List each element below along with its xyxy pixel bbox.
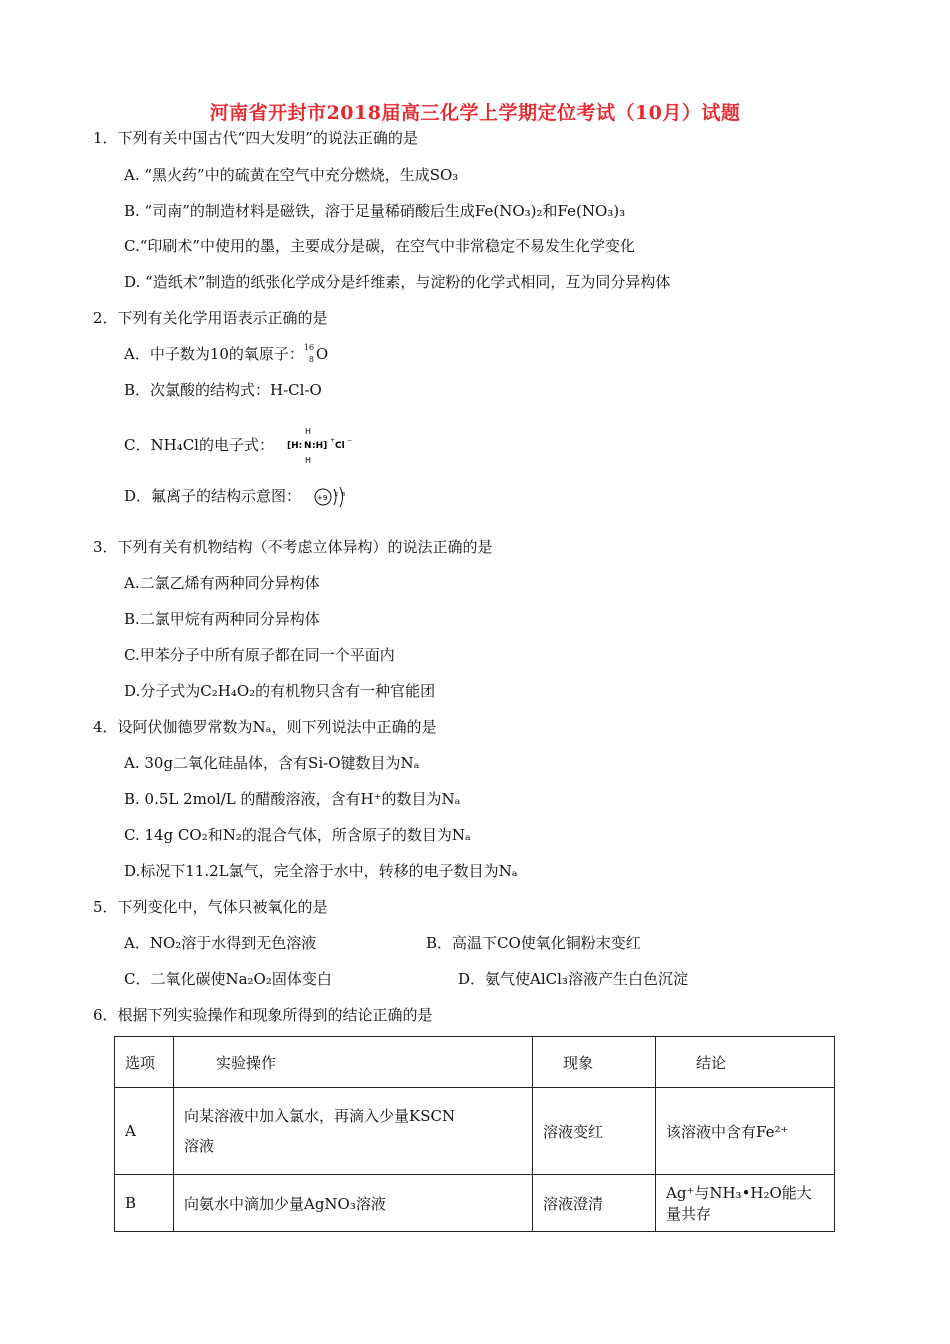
- svg-text:8: 8: [341, 492, 345, 498]
- question-4-option-a: A. 30g二氧化硅晶体，含有Si-O键数目为Nₐ: [124, 754, 420, 772]
- question-3-option-b: B.二氯甲烷有两种同分异构体: [124, 610, 320, 628]
- option-text: A．中子数为10的氧原子：: [124, 345, 304, 363]
- table-header-row: [115, 1037, 835, 1088]
- question-2-option-a: [124, 343, 328, 364]
- question-1-option-c: C.“印刷术”中使用的墨，主要成分是碳，在空气中非常稳定不易发生化学变化: [124, 237, 636, 255]
- table-header-cell: 选项: [115, 1037, 174, 1088]
- table-cell: 该溶液中含有Fe²⁺: [656, 1088, 835, 1175]
- table-cell: 向氨水中滴加少量AgNO₃溶液: [174, 1175, 533, 1232]
- option-text: C．NH₄Cl的电子式：: [124, 436, 274, 454]
- question-1-option-b: B. “司南”的制造材料是磁铁，溶于足量稀硝酸后生成Fe(NO₃)₂和Fe(NO₃)₃: [124, 202, 626, 220]
- table-cell: 溶液变红: [533, 1088, 656, 1175]
- question-5-option-c: C．二氧化碳使Na₂O₂固体变白: [124, 970, 332, 988]
- svg-text:Cl: Cl: [334, 441, 345, 451]
- question-3-option-d: D.分子式为C₂H₄O₂的有机物只含有一种官能团: [124, 682, 436, 700]
- table-header-cell: 实验操作: [174, 1037, 533, 1088]
- svg-text:+9: +9: [316, 494, 328, 502]
- page-title: 河南省开封市2018届高三化学上学期定位考试（10月）试题: [209, 102, 741, 124]
- question-2-option-d: [124, 484, 352, 510]
- question-4-stem: 4．设阿伏伽德罗常数为Nₐ，则下列说法中正确的是: [93, 718, 437, 736]
- question-5-option-b: B．高温下CO使氧化铜粉末变红: [426, 934, 641, 952]
- svg-text:−: −: [346, 437, 352, 444]
- svg-text:2: 2: [334, 492, 338, 498]
- table-cell: A: [115, 1088, 174, 1175]
- question-1-option-d: D. “造纸术”制造的纸张化学成分是纤维素，与淀粉的化学式相同，互为同分异构体: [124, 273, 671, 291]
- question-3-option-c: C.甲苯分子中所有原子都在同一个平面内: [124, 646, 395, 664]
- question-5-stem: 5．下列变化中，气体只被氧化的是: [93, 898, 328, 916]
- svg-text:[H:: [H:: [286, 441, 303, 451]
- option-text: D．氟离子的结构示意图：: [124, 487, 302, 505]
- svg-text:H: H: [304, 427, 311, 436]
- table-cell: [174, 1088, 533, 1175]
- question-5-option-a: A．NO₂溶于水得到无色溶液: [124, 934, 317, 952]
- question-1-option-a: A. “黑火药”中的硫黄在空气中充分燃烧，生成SO₃: [124, 166, 459, 184]
- question-4-option-c: C. 14g CO₂和N₂的混合气体，所含原子的数目为Nₐ: [124, 826, 471, 844]
- question-3-option-a: A.二氯乙烯有两种同分异构体: [124, 574, 320, 592]
- experiment-table: [114, 1036, 835, 1232]
- question-2-option-b: B．次氯酸的结构式：H-Cl-O: [124, 381, 322, 399]
- table-cell: Ag⁺与NH₃•H₂O能大量共存: [656, 1175, 835, 1232]
- question-6-stem: 6．根据下列实验操作和现象所得到的结论正确的是: [93, 1006, 433, 1024]
- lewis-structure-icon: [285, 426, 365, 466]
- table-header-cell: 结论: [656, 1037, 835, 1088]
- svg-text::H]: :H]: [311, 441, 328, 451]
- question-4-option-b: B. 0.5L 2mol/L 的醋酸溶液，含有H⁺的数目为Nₐ: [124, 790, 461, 808]
- cell-line: 向某溶液中加入氯水，再滴入少量KSCN: [184, 1107, 456, 1125]
- svg-text:+: +: [329, 437, 335, 444]
- question-2-option-c: [124, 426, 365, 466]
- question-5-option-d: D．氨气使AlCl₃溶液产生白色沉淀: [458, 970, 688, 988]
- table-row: [115, 1088, 835, 1175]
- table-row: [115, 1175, 835, 1232]
- cell-line: 溶液: [184, 1137, 215, 1155]
- question-2-stem: 2．下列有关化学用语表示正确的是: [93, 309, 328, 327]
- table-header-cell: 现象: [533, 1037, 656, 1088]
- nuclide-symbol: 16 8: [303, 343, 315, 364]
- table-cell: B: [115, 1175, 174, 1232]
- fluoride-ion-diagram-icon: [312, 484, 352, 510]
- question-3-stem: 3．下列有关有机物结构（不考虑立体异构）的说法正确的是: [93, 538, 493, 556]
- svg-text:H: H: [304, 456, 311, 465]
- element-symbol: O: [315, 345, 329, 363]
- svg-text:N: N: [303, 441, 312, 451]
- question-4-option-d: D.标况下11.2L氯气，完全溶于水中，转移的电子数目为Nₐ: [124, 862, 518, 880]
- question-1-stem: 1．下列有关中国古代“四大发明”的说法正确的是: [93, 129, 418, 147]
- table-cell: 溶液澄清: [533, 1175, 656, 1232]
